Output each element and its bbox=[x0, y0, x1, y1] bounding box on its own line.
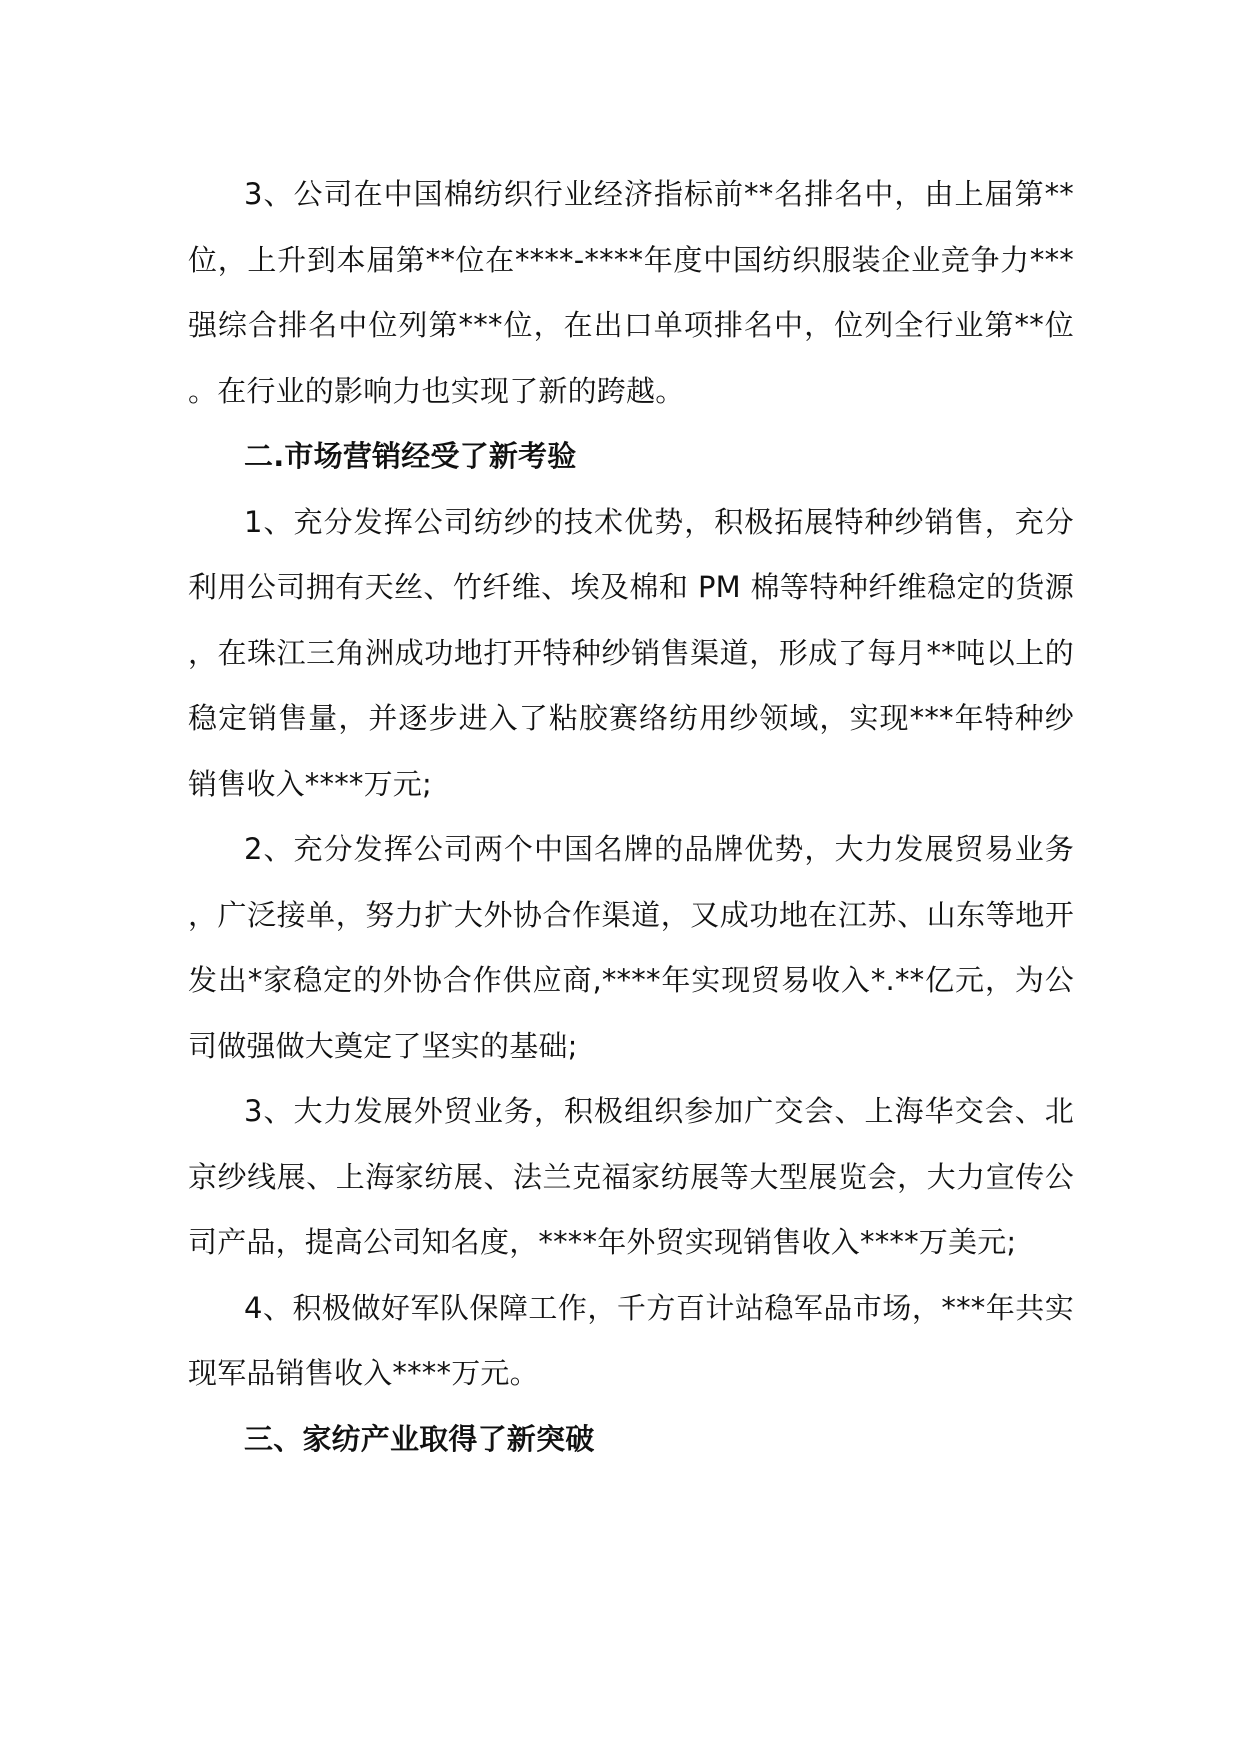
section-heading-marketing: 二.市场营销经受了新考验 bbox=[244, 439, 577, 473]
paragraph-specialty-yarn: 1、充分发挥公司纺纱的技术优势，积极拓展特种纱销售，充分利用公司拥有天丝、竹纤维、埃及棉和 PM 棉等特种纤维稳定的货源，在珠江三角洲成功地打开特种纱销售渠道，形成了每月**吨以上的稳定销售量，并逐步进入了粘胶赛络纺用纱领域，实现***年特种纱销售收入****万元; bbox=[188, 504, 1074, 801]
paragraph-foreign-trade: 3、大力发展外贸业务，积极组织参加广交会、上海华交会、北京纱线展、上海家纺展、法兰克福家纺展等大型展览会，大力宣传公司产品，提高公司知名度，****年外贸实现销售收入****万美元; bbox=[188, 1094, 1074, 1259]
section-heading-home-textile: 三、家纺产业取得了新突破 bbox=[244, 1421, 595, 1456]
document-body bbox=[188, 162, 1074, 1472]
paragraph-brand-trade: 2、充分发挥公司两个中国名牌的品牌优势，大力发展贸易业务，广泛接单，努力扩大外协合作渠道，又成功地在江苏、山东等地开发出*家稳定的外协合作供应商,****年实现贸易收入*.**亿元，为公司做强做大奠定了坚实的基础; bbox=[188, 832, 1075, 1063]
paragraph-ranking: 3、公司在中国棉纺织行业经济指标前**名排名中，由上届第**位，上升到本届第**位在****-****年度中国纺织服装企业竞争力***强综合排名中位列第***位，在出口单项排名中，位列全行业第**位。在行业的影响力也实现了新的跨越。 bbox=[188, 177, 1074, 408]
paragraph-military-supply: 4、积极做好军队保障工作，千方百计站稳军品市场，***年共实现军品销售收入****万元。 bbox=[188, 1290, 1074, 1390]
